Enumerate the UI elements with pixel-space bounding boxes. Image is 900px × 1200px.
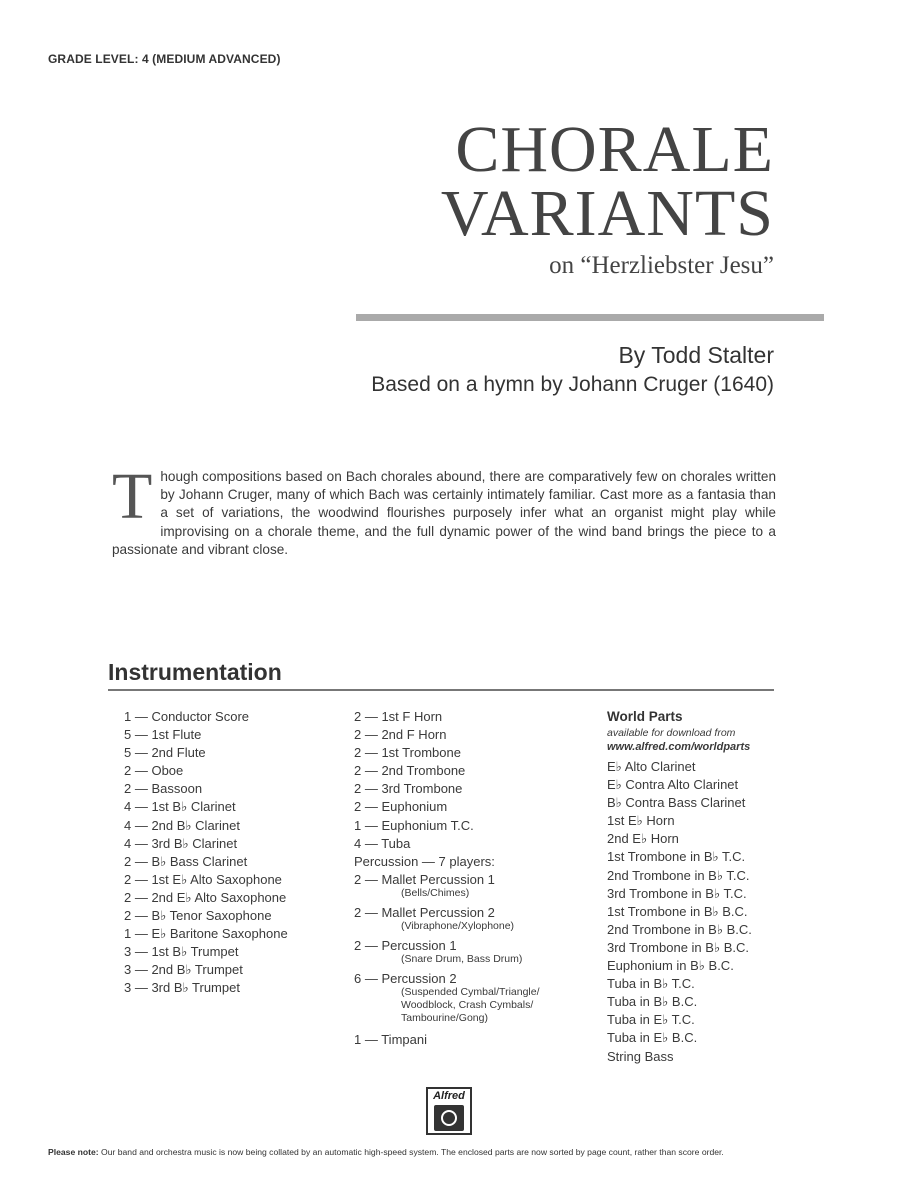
- world-part-item: Tuba in B♭ B.C.: [607, 994, 698, 1010]
- world-parts-column: [607, 708, 752, 1066]
- byline-block: [371, 340, 774, 400]
- world-part-item: E♭ Contra Alto Clarinet: [607, 777, 739, 793]
- instrument-note: (Bells/Chimes): [401, 886, 470, 899]
- drop-cap: T: [112, 460, 153, 533]
- instrument-note: (Snare Drum, Bass Drum): [401, 953, 523, 966]
- world-part-item: 2nd Trombone in B♭ B.C.: [607, 921, 752, 937]
- instrument-column-1: [124, 708, 288, 998]
- world-part-item: 1st Trombone in B♭ B.C.: [607, 903, 748, 919]
- world-part-item: 1st Trombone in B♭ T.C.: [607, 849, 746, 865]
- instrumentation-divider: [108, 689, 774, 691]
- world-part-item: B♭ Contra Bass Clarinet: [607, 795, 746, 811]
- world-part-item: String Bass: [607, 1048, 674, 1064]
- instrument-row: 1 — Euphonium T.C.: [354, 817, 474, 833]
- world-part-item: 3rd Trombone in B♭ B.C.: [607, 939, 749, 955]
- instrument-row: 1 — Timpani: [354, 1032, 427, 1048]
- title-block: [440, 113, 774, 280]
- instrument-row: 4 — 1st B♭ Clarinet: [124, 799, 236, 815]
- instrument-row: 5 — 1st Flute: [124, 727, 202, 743]
- title-line-2: VARIANTS: [440, 177, 774, 250]
- instrument-row: 3 — 1st B♭ Trumpet: [124, 944, 239, 960]
- instrument-row: 4 — Tuba: [354, 835, 411, 851]
- world-parts-title: World Parts: [607, 709, 683, 724]
- instrument-note: (Suspended Cymbal/Triangle/: [401, 986, 540, 999]
- instrument-row: 2 — 3rd Trombone: [354, 781, 463, 797]
- logo-mark-icon: [434, 1105, 464, 1131]
- instrument-row: 1 — E♭ Baritone Saxophone: [124, 926, 288, 942]
- title-divider: [356, 314, 824, 321]
- instrument-column-2: [354, 708, 540, 1049]
- instrument-note: Woodblock, Crash Cymbals/: [401, 999, 534, 1012]
- intro-text: hough compositions based on Bach chorales abound, there are comparatively few on chorales written by Johann Cruger, many of which Bach was certainly intimately familiar. Cast more as a fantasia than a set of variations, the woodwind flourishes purposely infer what an organist might play while improvising on a chorale theme, and the full dynamic power of the wind band brings the piece to a passionate and vibrant close.: [112, 469, 776, 557]
- instrument-row: 2 — 1st E♭ Alto Saxophone: [124, 871, 282, 887]
- footer-note: [48, 1147, 854, 1157]
- instrument-row: 2 — 2nd Trombone: [354, 763, 466, 779]
- world-part-item: 1st E♭ Horn: [607, 813, 675, 829]
- intro-paragraph: [112, 460, 776, 559]
- subtitle: on “Herzliebster Jesu”: [549, 252, 774, 279]
- instrument-row: 4 — 3rd B♭ Clarinet: [124, 835, 238, 851]
- world-part-item: Tuba in E♭ T.C.: [607, 1012, 695, 1028]
- footer-label: Please note:: [48, 1147, 99, 1157]
- instrument-row: 1 — Conductor Score: [124, 709, 250, 724]
- instrumentation-heading: Instrumentation: [108, 659, 282, 685]
- instrument-row: 2 — 2nd E♭ Alto Saxophone: [124, 889, 287, 905]
- title-line-1: CHORALE: [455, 113, 774, 186]
- instrument-row: 4 — 2nd B♭ Clarinet: [124, 817, 240, 833]
- world-parts-url[interactable]: www.alfred.com/worldparts: [607, 741, 751, 753]
- percussion-heading: Percussion — 7 players:: [354, 853, 495, 869]
- world-part-item: Tuba in E♭ B.C.: [607, 1030, 698, 1046]
- world-part-item: Euphonium in B♭ B.C.: [607, 958, 734, 974]
- instrument-note: Tambourine/Gong): [401, 1012, 488, 1025]
- logo-text: Alfred: [433, 1090, 465, 1102]
- world-parts-subtitle: available for download from: [607, 727, 736, 739]
- instrument-row: 2 — Bassoon: [124, 781, 203, 797]
- world-part-item: Tuba in B♭ T.C.: [607, 976, 695, 992]
- hymn-source: Based on a hymn by Johann Cruger (1640): [371, 373, 774, 396]
- instrument-row: 3 — 2nd B♭ Trumpet: [124, 962, 243, 978]
- footer-text: Our band and orchestra music is now being collated by an automatic high-speed system. The enclosed parts are now sorted by page count, rather than score order.: [101, 1147, 724, 1157]
- instrument-row: 2 — Mallet Percussion 2: [354, 904, 495, 920]
- instrument-row: 2 — 1st F Horn: [354, 709, 443, 724]
- world-part-item: 3rd Trombone in B♭ T.C.: [607, 885, 747, 901]
- instrument-row: 2 — Mallet Percussion 1: [354, 871, 495, 887]
- instrument-row: 2 — Percussion 1: [354, 938, 457, 954]
- instrument-row: 3 — 3rd B♭ Trumpet: [124, 980, 240, 996]
- world-part-item: 2nd Trombone in B♭ T.C.: [607, 867, 750, 883]
- instrument-row: 2 — 2nd F Horn: [354, 727, 447, 743]
- composer-byline: By Todd Stalter: [618, 342, 774, 368]
- instrument-row: 5 — 2nd Flute: [124, 745, 206, 761]
- alfred-logo: [426, 1087, 472, 1135]
- instrument-row: 2 — B♭ Tenor Saxophone: [124, 908, 272, 924]
- grade-level: GRADE LEVEL: 4 (MEDIUM ADVANCED): [48, 52, 281, 66]
- world-part-item: E♭ Alto Clarinet: [607, 759, 696, 774]
- instrument-note: (Vibraphone/Xylophone): [401, 920, 515, 933]
- instrument-row: 2 — Euphonium: [354, 799, 448, 815]
- instrument-row: 6 — Percussion 2: [354, 971, 457, 987]
- instrument-row: 2 — Oboe: [124, 763, 184, 779]
- instrument-row: 2 — 1st Trombone: [354, 745, 461, 761]
- world-part-item: 2nd E♭ Horn: [607, 831, 679, 847]
- instrument-row: 2 — B♭ Bass Clarinet: [124, 853, 248, 869]
